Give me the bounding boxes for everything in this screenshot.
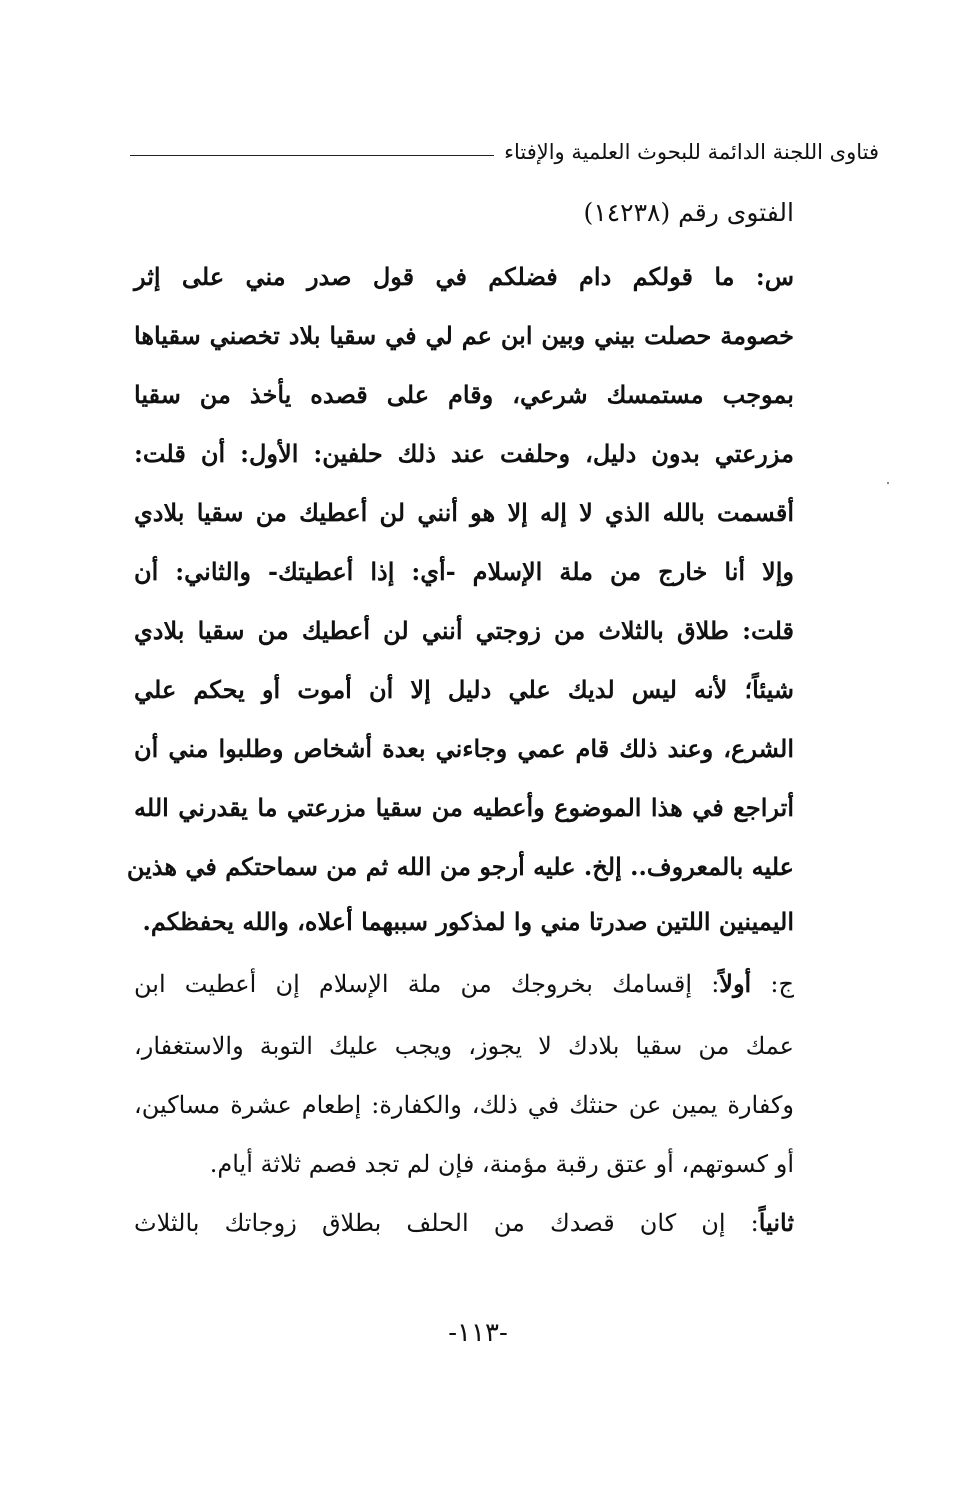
answer-text: : إن كان قصدك من الحلف بطلاق زوجاتك بالثلاث xyxy=(134,1209,759,1237)
running-header-title: فتاوى اللجنة الدائمة للبحوث العلمية والإفتاء xyxy=(504,140,879,164)
answer-text: : إقسامك بخروجك من ملة الإسلام إن أعطيت ابن xyxy=(134,970,720,998)
answer-prefix: ج: xyxy=(751,970,794,998)
question-line: خصومة حصلت بيني وبين ابن عم لي في سقيا بلاد تخصني سقياها xyxy=(134,321,794,350)
question-line: بموجب مستمسك شرعي، وقام على قصده يأخذ من سقيا xyxy=(134,380,794,409)
answer-line: وكفارة يمين عن حنثك في ذلك، والكفارة: إطعام عشرة مساكين، xyxy=(134,1091,794,1119)
page-number: -١١٣- xyxy=(448,1318,508,1348)
fatwa-number-heading: الفتوى رقم (١٤٢٣٨) xyxy=(583,198,794,227)
question-line: شيئاً؛ لأنه ليس لديك علي دليل إلا أن أموت أو يحكم علي xyxy=(134,675,794,704)
question-line: أقسمت بالله الذي لا إله إلا هو أنني لن أعطيك من سقيا بلادي xyxy=(134,498,794,527)
question-line: وإلا أنا خارج من ملة الإسلام -أي: إذا أعطيتك- والثاني: أن xyxy=(134,557,794,586)
question-line: س: ما قولكم دام فضلكم في قول صدر مني على إثر xyxy=(134,262,794,291)
answer-point-label: ثانياً xyxy=(758,1208,794,1237)
answer-point-label: أولاً xyxy=(719,969,752,998)
answer-line xyxy=(134,962,794,1006)
answer-line: عمك من سقيا بلادك لا يجوز، ويجب عليك التوبة والاستغفار، xyxy=(134,1032,794,1060)
running-header xyxy=(130,132,879,172)
question-line: قلت: طلاق بالثلاث من زوجتي أنني لن أعطيك من سقيا بلادي xyxy=(134,616,794,645)
question-line: اليمينين اللتين صدرتا مني وا لمذكور سببهما أعلاه، والله يحفظكم. xyxy=(142,907,794,936)
question-line: أتراجع في هذا الموضوع وأعطيه من سقيا مزرعتي ما يقدرني الله xyxy=(134,793,794,822)
header-rule xyxy=(130,155,494,156)
margin-mark xyxy=(887,482,889,484)
answer-line xyxy=(134,1201,794,1245)
question-line: عليه بالمعروف.. إلخ. عليه أرجو من الله ثم من سماحتكم في هذين xyxy=(126,852,794,881)
question-line: الشرع، وعند ذلك قام عمي وجاءني بعدة أشخاص وطلبوا مني أن xyxy=(134,734,794,763)
question-line: مزرعتي بدون دليل، وحلفت عند ذلك حلفين: الأول: أن قلت: xyxy=(134,439,794,468)
answer-line: أو كسوتهم، أو عتق رقبة مؤمنة، فإن لم تجد فصم ثلاثة أيام. xyxy=(209,1150,794,1178)
